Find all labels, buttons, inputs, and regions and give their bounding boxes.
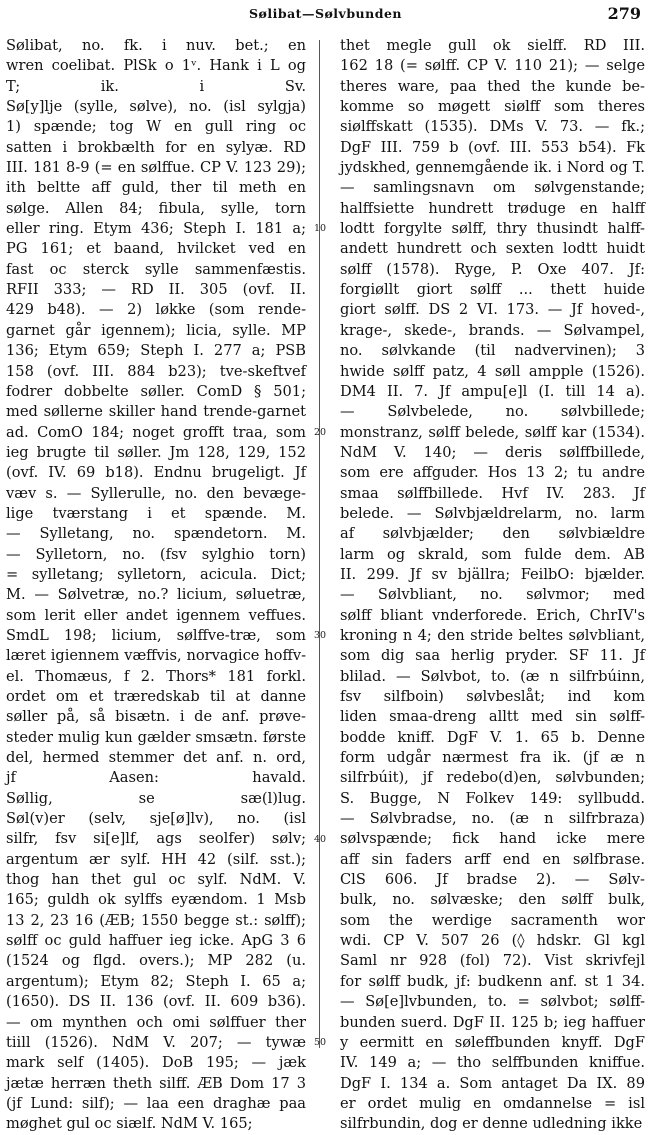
left-column-line: garnet går igennem); licia, sylle. MP (6, 321, 306, 339)
left-column-line: wren coelibat. PlSk o 1ᵛ. Hank i L og (6, 57, 306, 75)
left-column-line: 165; guldh ok sylffs eyændom. 1 Msb (6, 891, 306, 909)
left-column-line: — Sylletorn, no. (fsv sylghio torn) (6, 545, 306, 563)
right-column-line: thet megle gull ok sielff. RD III. (340, 37, 645, 54)
right-column-line: bulk, no. sølvæske; den sølff bulk, (340, 891, 645, 909)
left-column-line: PG 161; et baand, hvilcket ved en (6, 240, 306, 258)
right-column-line: form udgår nærmest fra ik. (jf æ n (340, 749, 645, 767)
right-column-line: kroning n 4; den stride beltes sølvbliant, (340, 626, 645, 644)
right-column-line: wdi. CP V. 507 26 (◊ hdskr. Gl kgl (340, 932, 645, 950)
right-column-line: bodde kniff. DgF V. 1. 65 b. Denne (340, 728, 645, 746)
right-column-line: sølff bliant vnderforede. Erich, ChrIV's (340, 606, 645, 624)
right-column-line: af sølvbjælder; den sølvbiældre (340, 525, 645, 543)
right-column-line: forgiøllt giort sølff ... thett huide (340, 281, 645, 299)
left-column-line: satten i brokbælth for en sylyæ. RD (6, 138, 306, 156)
right-column-line: DgF I. 134 a. Som antaget Da IX. 89 (340, 1074, 645, 1092)
column-divider (319, 40, 320, 1048)
left-column-line: læret igiennem væffvis, norvagice hoffv- (6, 647, 306, 665)
line-marker: 20 (313, 426, 327, 438)
left-column-line: sølff oc guld haffuer ieg icke. ApG 3 6 (6, 932, 306, 950)
left-column-line: fast oc sterck sylle sammenfæstis. (6, 260, 306, 278)
left-column-line: argentum); Etym 82; Steph I. 65 a; (6, 972, 306, 990)
right-column-line: II. 299. Jf sv bjällra; FeilbO: bjælder. (340, 565, 645, 583)
left-column-line: sølge. Allen 84; fibula, sylle, torn (6, 199, 306, 217)
left-column-line: el. Thomæus, f 2. Thors* 181 forkl. (6, 667, 306, 685)
right-column-line: som ere affguder. Hos 13 2; tu andre (340, 464, 645, 482)
right-column (340, 36, 645, 1133)
right-column-line: — Sø[e]lvbunden, to. = sølvbot; sølff- (340, 993, 645, 1011)
right-column-line: lodtt forgylte sølff, thry thusindt halff- (340, 220, 645, 238)
right-column-line: NdM V. 140; — deris sølffbillede, (340, 443, 645, 461)
left-column-line: ad. ComO 184; noget grofft traa, som (6, 423, 306, 441)
right-column-line: larm og skrald, som fulde dem. AB (340, 545, 645, 563)
left-column-line: — Sylletang, no. spændetorn. M. (6, 525, 306, 543)
right-column-line: aff sin faders arff end en sølfbrase. (340, 850, 645, 868)
right-column-line: andett hundrett och sexten lodtt huidt (340, 240, 645, 258)
left-column-line: (1524 og flgd. overs.); MP 282 (u. (6, 952, 306, 970)
left-column-line: silfr, fsv si[e]lf, ags seolfer) sølv; (6, 830, 306, 848)
right-column-line: sølvspænde; fick hand icke mere (340, 830, 645, 848)
left-column-line: (1650). DS II. 136 (ovf. II. 609 b36). (6, 993, 306, 1011)
right-column-line: — samlingsnavn om sølvgenstande; (340, 179, 645, 197)
right-column-line: liden smaa-dreng alltt med sin sølff- (340, 708, 645, 726)
line-marker: 40 (313, 833, 327, 845)
right-column-line: ClS 606. Jf bradse 2). — Sølv- (340, 871, 645, 889)
right-column-line: y eermitt en søleffbunden knyff. DgF (340, 1033, 645, 1051)
left-column-line: Sølibat, no. fk. i nuv. bet.; en (6, 37, 306, 54)
right-column-line: jydskhed, gennemgående ik. i Nord og T. (340, 159, 645, 177)
right-column-line: halffsiette hundrett trøduge en halff (340, 199, 645, 217)
left-column-line: møghet gul oc siælf. NdM V. 165; (6, 1115, 253, 1133)
left-column-line: 158 (ovf. III. 884 b23); tve-skeftvef (6, 362, 306, 380)
right-column-line: — Sølvbelede, no. sølvbillede; (340, 403, 645, 421)
left-column-line: jf Aasen: havald. (6, 769, 306, 787)
right-column-line: 162 18 (= sølff. CP V. 110 21); — selge (340, 57, 645, 75)
page-number: 279 (607, 4, 641, 23)
left-column-line: med søllerne skiller hand trende-garnet (6, 403, 306, 421)
running-title: Sølibat—Sølvbunden (248, 6, 403, 21)
left-column-line: lige tværstang i et spænde. M. (6, 504, 306, 522)
right-column-line: no. sølvkande (til nadvervinen); 3 (340, 342, 645, 360)
left-column-line: som lerit eller andet igennem veffues. (6, 606, 306, 624)
left-column-line: Søllig, se sæ(l)lug. (6, 789, 306, 807)
line-marker: 50 (313, 1037, 327, 1049)
left-column-line: SmdL 198; licium, sølffve-træ, som (6, 626, 306, 644)
left-column-line: steder mulig kun gælder smsætn. første (6, 728, 306, 746)
left-column-line: jætæ herræn theth silff. ÆB Dom 17 3 (6, 1074, 306, 1092)
left-column-line: ith beltte aff guld, ther til meth en (6, 179, 306, 197)
right-column-line: IV. 149 a; — tho selffbunden kniffue. (340, 1054, 645, 1072)
left-column-line: = sylletang; sylletorn, acicula. Dict; (6, 565, 306, 583)
left-column-line: — om mynthen och omi sølffuer ther (6, 1013, 306, 1031)
right-column-line: silfrbúit), jf redebo(d)en, sølvbunden; (340, 769, 645, 787)
right-column-line: smaa sølffbillede. Hvf IV. 283. Jf (340, 484, 645, 502)
right-column-line: — Sølvbradse, no. (æ n silfrbraza) (340, 810, 645, 828)
right-column-line: hwide sølff patz, 4 søll ampple (1526). (340, 362, 645, 380)
right-column-line: monstranz, sølff belede, sølff kar (1534). (340, 423, 645, 441)
right-column-line: giort sølff. DS 2 VI. 173. — Jf hoved-, (340, 301, 645, 319)
line-marker: 30 (313, 630, 327, 642)
left-column-line: fodrer dobbelte søller. ComD § 501; (6, 382, 306, 400)
left-column-line: 136; Etym 659; Steph I. 277 a; PSB (6, 342, 306, 360)
right-column-line: belede. — Sølvbjældrelarm, no. larm (340, 504, 645, 522)
left-column-line: Sø[y]lje (sylle, sølve), no. (isl sylgja) (6, 98, 306, 116)
left-column-line: argentum ær sylf. HH 42 (silf. sst.); (6, 850, 306, 868)
right-column-line: DM4 II. 7. Jf ampu[e]l (I. till 14 a). (340, 382, 645, 400)
left-column-line: 429 b48). — 2) løkke (som rende- (6, 301, 306, 319)
right-column-line: som the werdige sacramenth wor (340, 911, 645, 929)
left-column-line: M. — Sølvetræ, no.? licium, søluetræ, (6, 586, 306, 604)
left-column-line: ordet om et træredskab til at danne (6, 688, 306, 705)
left-column-line: 1) spænde; tog W en gull ring oc (6, 118, 306, 136)
left-column-line: ieg brugte til søller. Jm 128, 129, 152 (6, 443, 306, 461)
line-marker: 10 (313, 223, 327, 235)
right-column-line: theres ware, paa thed the kunde be- (340, 77, 645, 95)
left-column-line: væv s. — Syllerulle, no. den bevæge- (6, 484, 306, 502)
left-column-line: (ovf. IV. 69 b18). Endnu brugeligt. Jf (6, 464, 306, 482)
left-column-line: eller ring. Etym 436; Steph I. 181 a; (6, 220, 306, 238)
left-column-line: 13 2, 23 16 (ÆB; 1550 begge st.: sølff); (6, 911, 306, 929)
right-column-line: for sølff budk, jf: budkenn anf. st 1 34. (340, 972, 645, 990)
left-column-line: III. 181 8-9 (= en sølffue. CP V. 123 29); (6, 159, 306, 177)
right-column-line: som dig saa herlig pryder. SF 11. Jf (340, 647, 645, 665)
right-column-line: fsv silfboin) sølvbeslåt; ind kom (340, 688, 645, 705)
left-column-line: tiill (1526). NdM V. 207; — tywæ (6, 1033, 306, 1051)
left-column-line: T; ik. i Sv. (6, 77, 306, 95)
left-column-line: mark self (1405). DoB 195; — jæk (6, 1054, 306, 1072)
left-column-line: Søl(v)er (selv, sje[ø]lv), no. (isl (6, 810, 306, 828)
left-column-line: RFII 333; — RD II. 305 (ovf. II. (6, 281, 306, 299)
left-column-line: søller på, så bisætn. i de anf. prøve- (6, 708, 306, 726)
page-header (0, 0, 651, 34)
right-column-line: — Sølvbliant, no. sølvmor; med (340, 586, 645, 604)
right-column-line: siølffskatt (1535). DMs V. 73. — fk.; (340, 118, 645, 136)
right-column-line: komme so møgett siølff som theres (340, 98, 645, 116)
right-column-line: Saml nr 928 (fol) 72). Vist skrivfejl (340, 952, 645, 970)
left-column-line: thog han thet gul oc sylf. NdM. V. (6, 871, 306, 889)
right-column-line: er ordet mulig en omdannelse = isl (340, 1094, 645, 1112)
right-column-line: krage-, skede-, brands. — Sølvampel, (340, 321, 645, 339)
left-column-line: del, hermed stemmer det anf. n. ord, (6, 749, 306, 767)
right-column-line: bunden suerd. DgF II. 125 b; ieg haffuer (340, 1013, 645, 1031)
left-column (6, 36, 306, 1133)
right-column-line: silfrbundin, dog er denne udledning ikke (340, 1115, 643, 1133)
right-column-line: sølff (1578). Ryge, P. Oxe 407. Jf: (340, 260, 645, 278)
left-column-line: (jf Lund: silf); — laa een draghæ paa (6, 1094, 306, 1112)
right-column-line: S. Bugge, N Folkev 149: syllbudd. (340, 789, 645, 807)
right-column-line: DgF III. 759 b (ovf. III. 553 b54). Fk (340, 138, 645, 156)
right-column-line: blilad. — Sølvbot, to. (æ n silfrbúinn, (340, 667, 645, 685)
